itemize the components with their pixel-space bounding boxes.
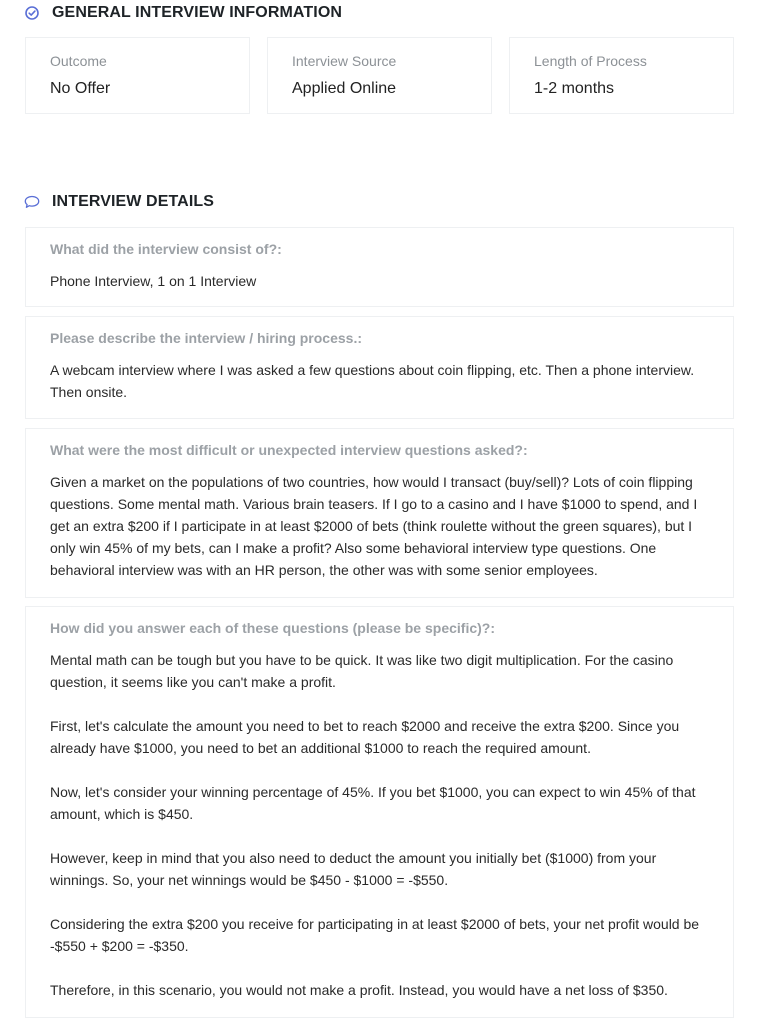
question-label: What did the interview consist of?: — [50, 241, 282, 257]
question-label: Please describe the interview / hiring process.: — [50, 330, 363, 346]
question-card-process — [25, 316, 734, 419]
check-circle-icon — [24, 5, 40, 21]
interview-source-value: Applied Online — [292, 80, 397, 97]
answer-paragraph: Now, let's consider your winning percentage of 45%. If you bet $1000, you can expect to win 45% of that amount, which is $450. — [50, 784, 696, 822]
answer-paragraph: First, let's calculate the amount you need to bet to reach $2000 and receive the extra $200. Since you already have $1000, you need to bet an additional $1000 to reach the required amount. — [50, 718, 680, 756]
answer-paragraph: Therefore, in this scenario, you would not make a profit. Instead, you would have a net loss of $350. — [50, 982, 668, 998]
outcome-value: No Offer — [50, 80, 111, 97]
general-section-header — [24, 4, 342, 22]
details-section-header — [24, 193, 214, 211]
answer-paragraph: Considering the extra $200 you receive for participating in at least $2000 of bets, your net profit would be -$550 + $200 = -$350. — [50, 916, 700, 954]
answer-paragraph: However, keep in mind that you also need to deduct the amount you initially bet ($1000) from your winnings. So, your net winnings would be $450 - $1000 = -$550. — [50, 850, 657, 888]
question-card-answers — [25, 606, 734, 1018]
length-of-process-value: 1-2 months — [534, 80, 615, 97]
answer-text: Phone Interview, 1 on 1 Interview — [50, 273, 257, 289]
details-section-title: INTERVIEW DETAILS — [52, 193, 215, 210]
answer-text: A webcam interview where I was asked a few questions about coin flipping, etc. Then a phone interview. Then onsite. — [50, 362, 695, 400]
length-of-process-label: Length of Process — [534, 53, 647, 69]
interview-source-card — [267, 37, 492, 114]
outcome-card — [25, 37, 250, 114]
question-card-consist — [25, 227, 734, 307]
question-label: How did you answer each of these questions (please be specific)?: — [50, 620, 495, 636]
chat-bubble-icon — [24, 194, 40, 210]
answer-paragraph: Mental math can be tough but you have to be quick. It was like two digit multiplication. For the casino question, it seems like you can't make a profit. — [50, 652, 674, 690]
general-section-title: GENERAL INTERVIEW INFORMATION — [52, 4, 343, 21]
question-label: What were the most difficult or unexpected interview questions asked?: — [50, 442, 528, 458]
answer-text: Given a market on the populations of two countries, how would I transact (buy/sell)? Lots of coin flipping questions. Some mental math. Various brain teasers. If I go to a casino and I have $1000 to spend, and I get an extra $200 if I participate in at least $2000 of bets (think roulette without the green squares), but I only win 45% of my bets, can I make a profit? Also some behavioral interview type questions. One behavioral interview was with an HR person, the other was with some senior employees. — [50, 474, 698, 578]
outcome-label: Outcome — [50, 53, 107, 69]
interview-source-label: Interview Source — [292, 53, 397, 69]
length-of-process-card — [509, 37, 734, 114]
question-card-difficult — [25, 428, 734, 598]
